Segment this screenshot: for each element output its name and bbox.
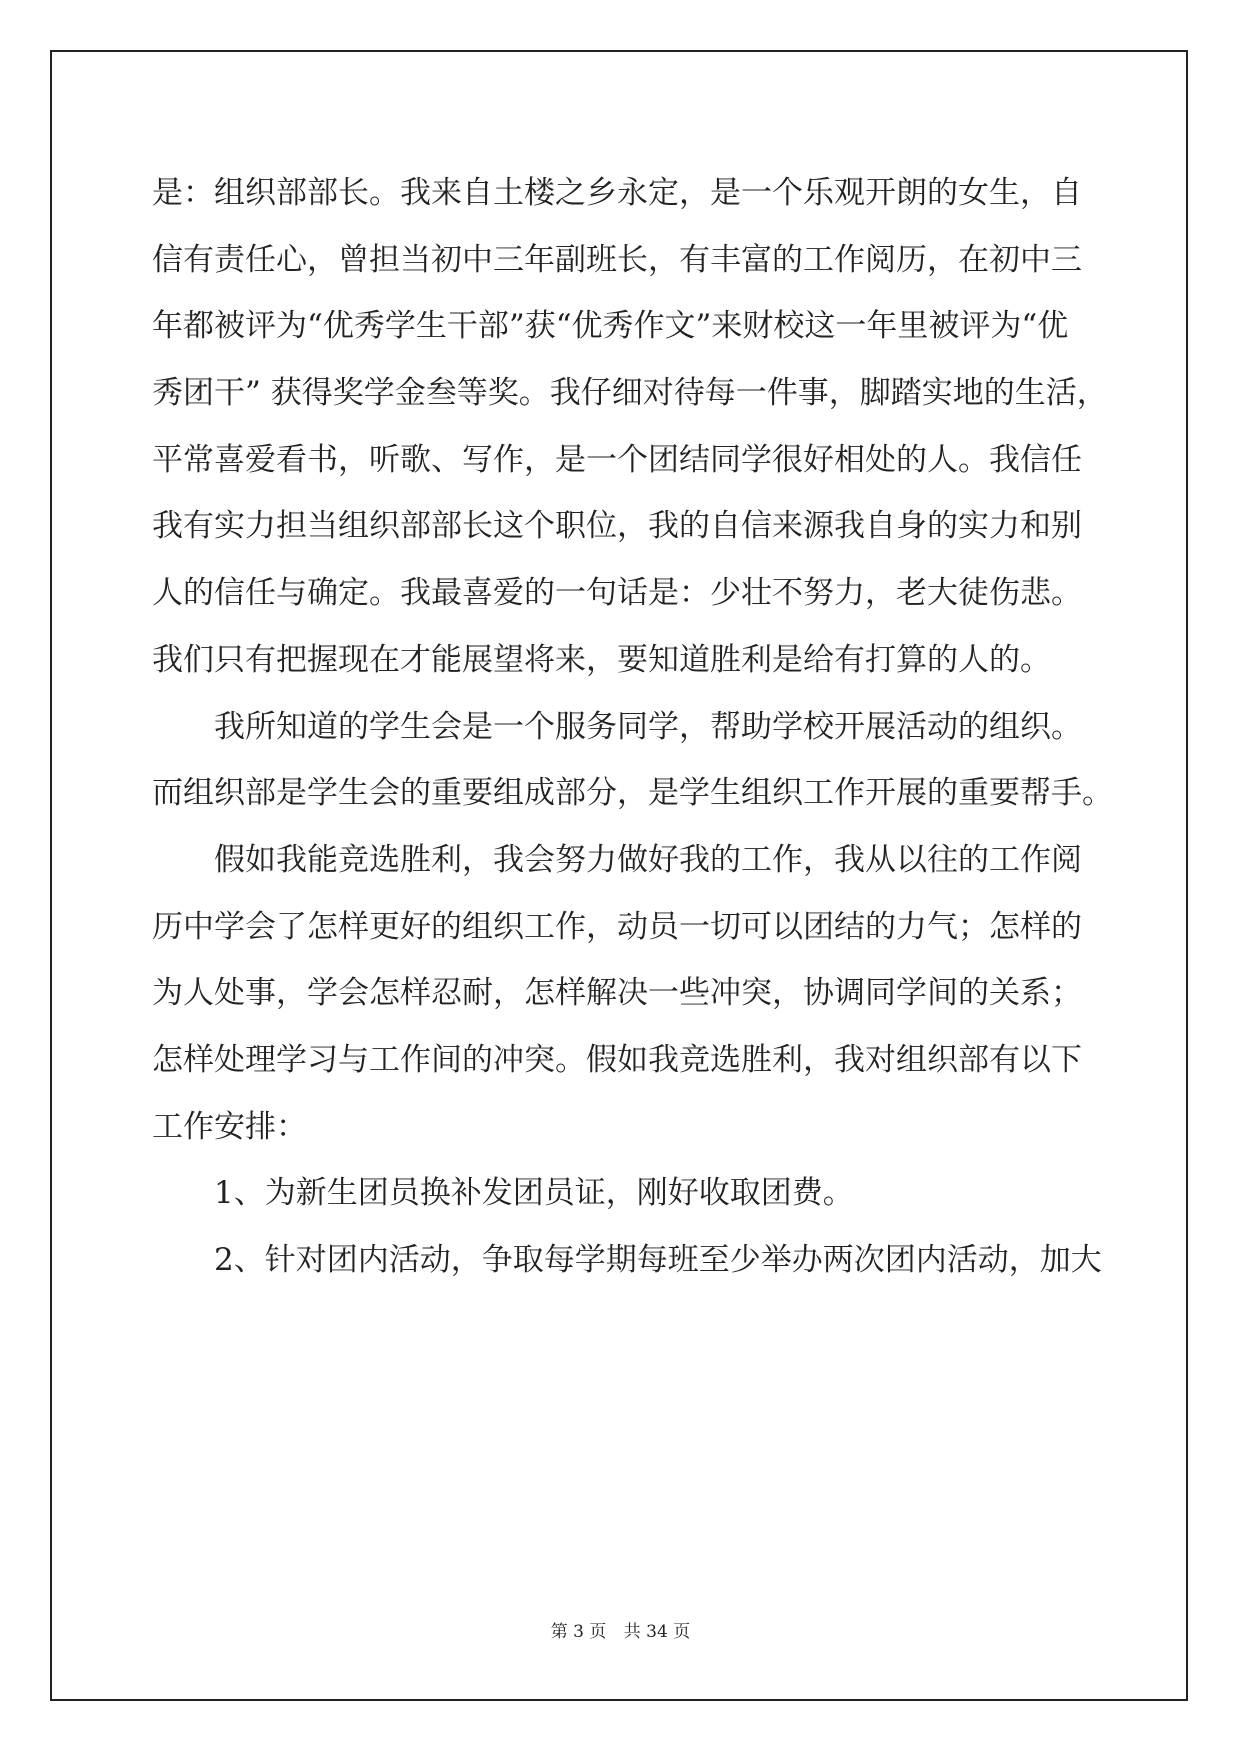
- document-body: [152, 160, 1113, 1294]
- text-line: 是：组织部部长。我来自土楼之乡永定，是一个乐观开朗的女生，自: [152, 175, 1082, 211]
- text-line: 历中学会了怎样更好的组织工作，动员一切可以团结的力气；怎样的: [152, 908, 1082, 945]
- text-line: 工作安排：: [152, 1108, 307, 1145]
- text-line: 为人处事，学会怎样忍耐，怎样解决一些冲突，协调同学间的关系；: [152, 975, 1082, 1012]
- text-line: 年都被评为“优秀学生干部”获“优秀作文”来财校这一年里被评为“优: [152, 308, 1069, 345]
- text-line: 1、为新生团员换补发团员证，刚好收取团费。: [214, 1175, 854, 1212]
- text-line: 假如我能竞选胜利，我会努力做好我的工作，我从以往的工作阅: [214, 841, 1082, 878]
- text-line: 我们只有把握现在才能展望将来，要知道胜利是给有打算的人的。: [152, 641, 1051, 678]
- text-line: 人的信任与确定。我最喜爱的一句话是：少壮不努力，老大徒伤悲。: [152, 575, 1082, 612]
- text-line: 而组织部是学生会的重要组成部分，是学生组织工作开展的重要帮手。: [152, 775, 1113, 812]
- text-line: 平常喜爱看书，听歌、写作，是一个团结同学很好相处的人。我信任: [152, 441, 1082, 478]
- text-line: 信有责任心，曾担当初中三年副班长，有丰富的工作阅历，在初中三: [152, 241, 1082, 278]
- page-footer: [0, 1617, 1241, 1642]
- text-line: 秀团干” 获得奖学金叁等奖。我仔细对待每一件事，脚踏实地的生活，: [152, 375, 1108, 412]
- text-line: 我所知道的学生会是一个服务同学，帮助学校开展活动的组织。: [214, 708, 1082, 745]
- text-line: 怎样处理学习与工作间的冲突。假如我竞选胜利，我对组织部有以下: [152, 1041, 1082, 1078]
- text-line: 我有实力担当组织部部长这个职位，我的自信来源我自身的实力和别: [152, 508, 1082, 545]
- page-number: 第 3 页: [550, 1622, 607, 1642]
- text-line: 2、针对团内活动，争取每学期每班至少举办两次团内活动，加大: [214, 1242, 1102, 1278]
- page-total: 共 34 页: [623, 1622, 691, 1642]
